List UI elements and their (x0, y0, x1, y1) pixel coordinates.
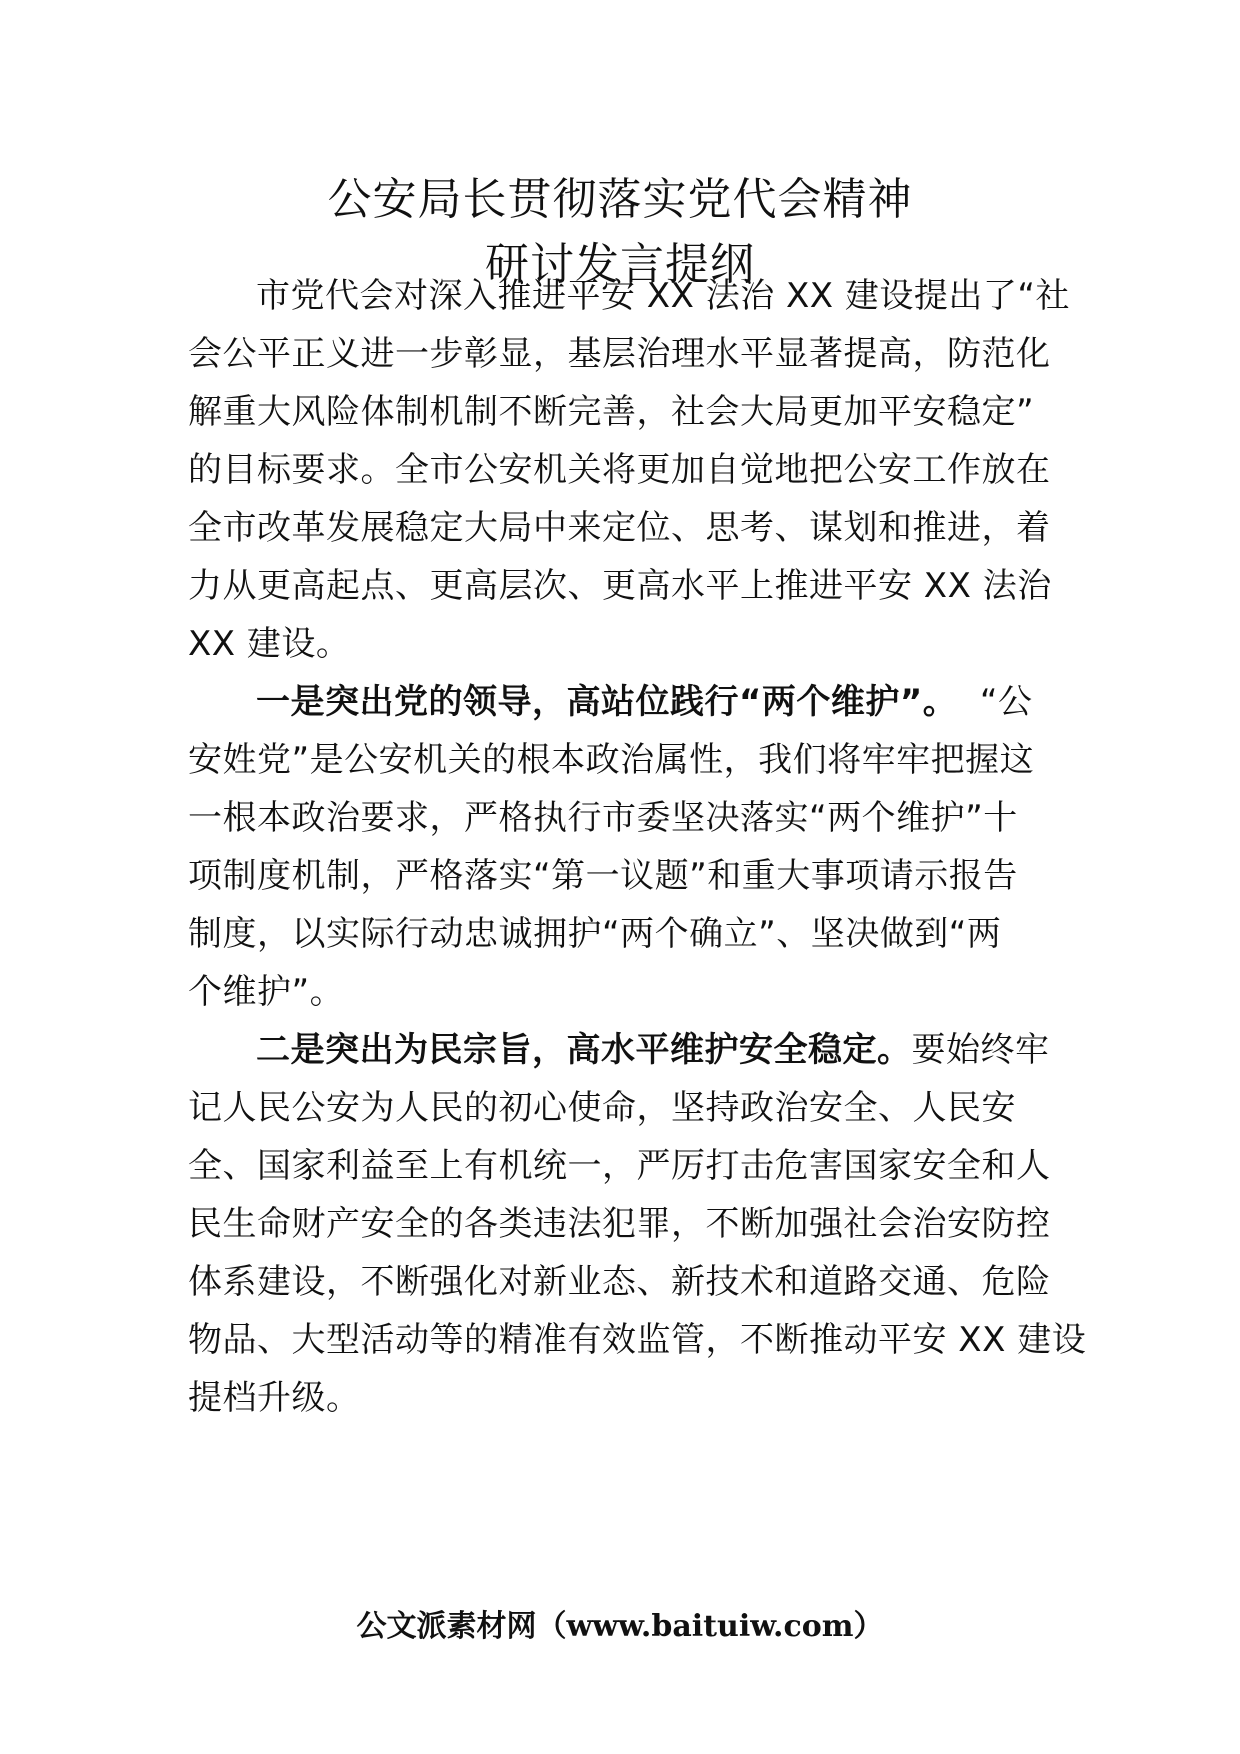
section-2-heading: 二是突出为民宗旨，高水平维护安全稳定。 (256, 1030, 912, 1070)
section-2-line: 体系建设，不断强化对新业态、新技术和道路交通、危险 (188, 1262, 1051, 1302)
section-1-line: 安姓党”是公安机关的根本政治属性，我们将牢牢把握这 (188, 740, 1035, 780)
section-1-line: 一根本政治要求，严格执行市委坚决落实“两个维护”十 (188, 798, 1018, 838)
intro-line: 市党代会对深入推进平安 XX 法治 XX 建设提出了“社 (256, 276, 1071, 316)
section-2-first-line (256, 1018, 1058, 1082)
intro-line: 会公平正义进一步彰显，基层治理水平显著提高，防范化 (188, 334, 1051, 374)
section-2-line: 民生命财产安全的各类违法犯罪，不断加强社会治安防控 (188, 1204, 1051, 1244)
section-1-heading: 一是突出党的领导，高站位践行“两个维护”。 (256, 682, 958, 722)
section-2-first-rest: 要始终牢 (911, 1030, 1050, 1070)
intro-line: 解重大风险体制机制不断完善，社会大局更加平安稳定” (188, 392, 1035, 432)
document-title-line-1: 公安局长贯彻落实党代会精神 (327, 174, 913, 225)
section-2-line: 全、国家利益至上有机统一，严厉打击危害国家安全和人 (188, 1146, 1051, 1186)
intro-line: 力从更高起点、更高层次、更高水平上推进平安 XX 法治 (188, 566, 1052, 606)
section-2-line: 物品、大型活动等的精准有效监管，不断推动平安 XX 建设 (188, 1320, 1087, 1360)
section-1-first-line (256, 670, 1058, 734)
intro-line: XX 建设。 (188, 624, 351, 664)
section-1-line: 个维护”。 (188, 972, 345, 1012)
section-1-first-rest: “公 (979, 682, 1033, 722)
section-2-line: 记人民公安为人民的初心使命，坚持政治安全、人民安 (188, 1088, 1016, 1128)
source-footer: 公文派素材网（www.baituiw.com） (356, 1609, 884, 1644)
section-2-line: 提档升级。 (188, 1378, 361, 1418)
section-1-line: 制度，以实际行动忠诚拥护“两个确立”、坚决做到“两 (188, 914, 1002, 954)
section-1-line: 项制度机制，严格落实“第一议题”和重大事项请示报告 (188, 856, 1018, 896)
intro-line: 的目标要求。全市公安机关将更加自觉地把公安工作放在 (188, 450, 1051, 490)
document-title-line-2: 研讨发言提纲 (485, 239, 755, 290)
intro-line: 全市改革发展稳定大局中来定位、思考、谋划和推进，着 (188, 508, 1051, 548)
